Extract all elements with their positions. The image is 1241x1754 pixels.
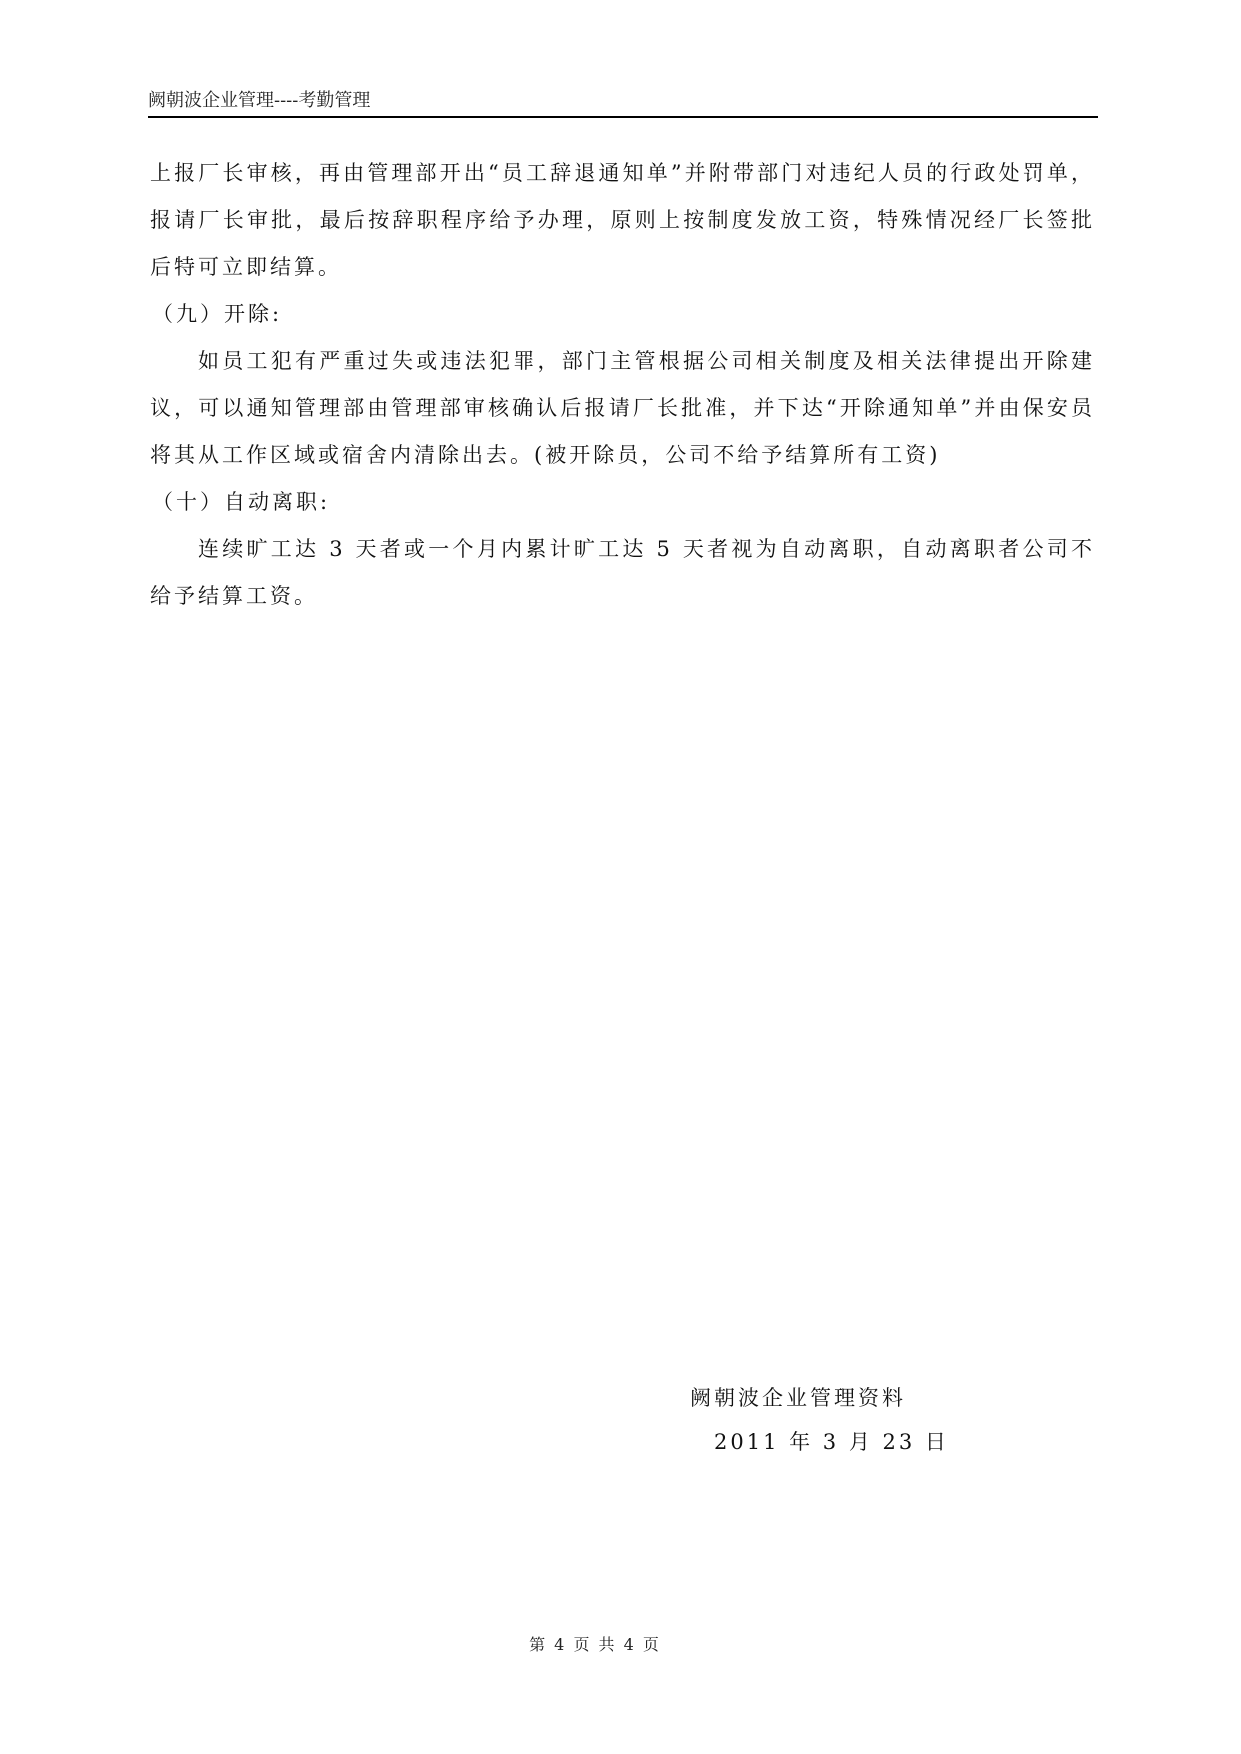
signature-block <box>690 1376 950 1464</box>
paragraph-continued: 上报厂长审核，再由管理部开出“员工辞退通知单”并附带部门对违纪人员的行政处罚单，报请厂长审批，最后按辞职程序给予办理，原则上按制度发放工资，特殊情况经厂长签批后特可立即结算。 <box>150 161 1095 279</box>
document-body <box>150 150 1095 620</box>
signature-org: 阙朝波企业管理资料 <box>690 1386 906 1410</box>
page-number: 第 4 页 共 4 页 <box>529 1635 661 1654</box>
page-header <box>148 88 1098 118</box>
section-9-paragraph: 如员工犯有严重过失或违法犯罪，部门主管根据公司相关制度及相关法律提出开除建议，可以通知管理部由管理部审核确认后报请厂长批准，并下达“开除通知单”并由保安员将其从工作区域或宿舍内清除出去。(被开除员，公司不给予结算所有工资) <box>150 349 1095 467</box>
section-9-heading: （九）开除: <box>152 302 283 326</box>
header-title: 阙朝波企业管理----考勤管理 <box>148 90 371 111</box>
section-10-heading: （十）自动离职: <box>152 490 331 514</box>
page-footer <box>0 1632 1190 1655</box>
signature-date: 2011 年 3 月 23 日 <box>714 1430 949 1454</box>
section-10-paragraph: 连续旷工达 3 天者或一个月内累计旷工达 5 天者视为自动离职，自动离职者公司不给予结算工资。 <box>150 537 1095 608</box>
